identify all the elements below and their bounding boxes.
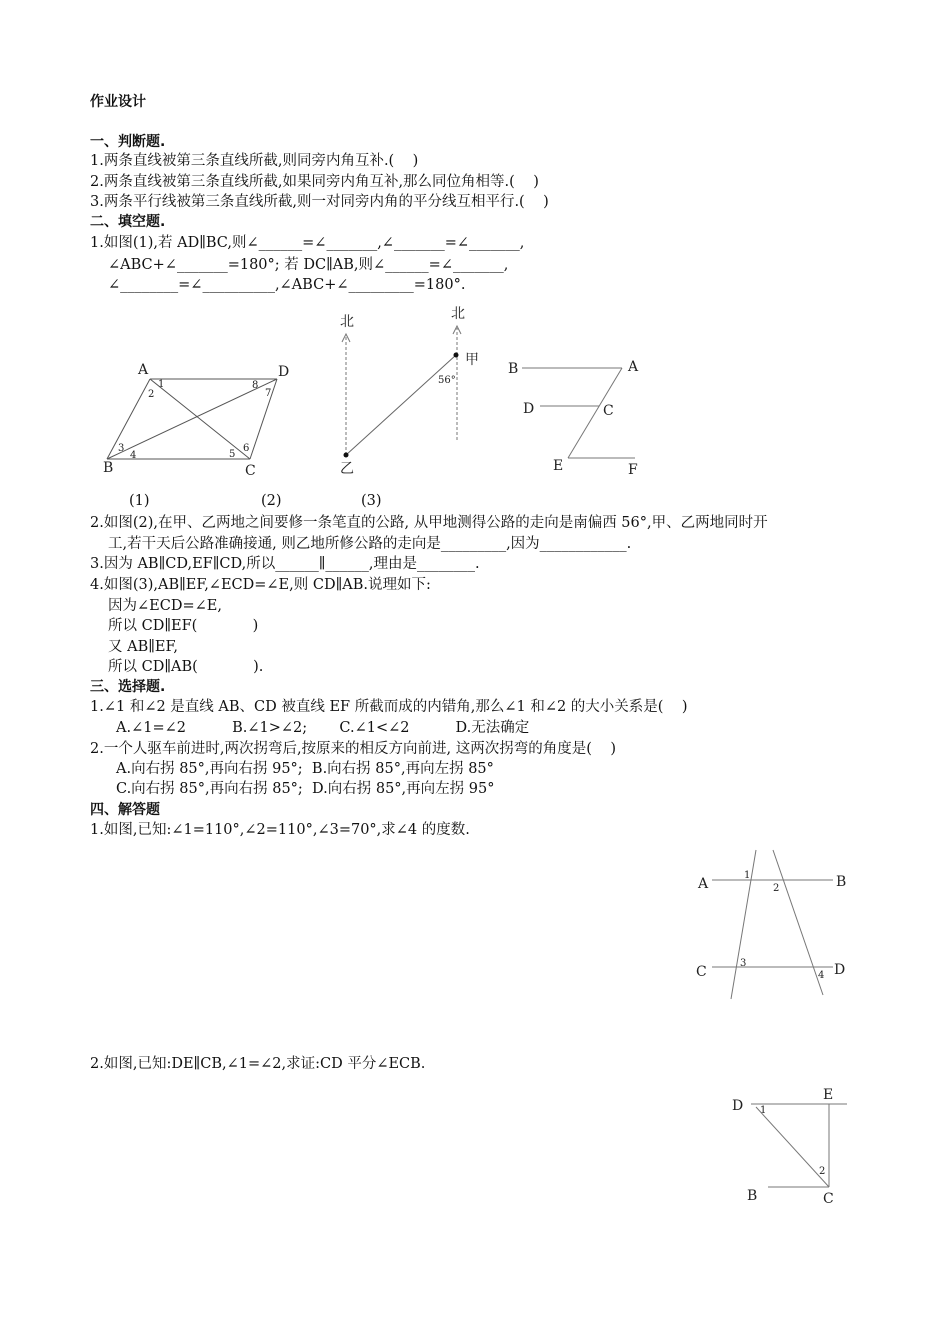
choice-q1: 1.∠1 和∠2 是直线 AB、CD 被直线 EF 所截而成的内错角,那么∠1 和∠2 的大小关系是( ) [90,699,688,715]
fill-q1-line1: 1.如图(1),若 AD∥BC,则∠______=∠_______,∠_______=∠_______, [90,235,525,251]
fig1-angle-5: 5 [229,449,236,460]
fig4-label-b: B [836,874,847,890]
transversal-right [773,850,823,995]
fig2-label-jia: 甲 [465,352,479,368]
fig5-label-d: D [732,1098,744,1114]
fill-q4-line5: 所以 CD∥AB( ). [108,659,264,675]
fig4-angle-3: 3 [740,958,747,969]
figure-caption-1: (1) [129,493,150,509]
fig5-angle-1: 1 [760,1105,767,1116]
answer-q2: 2.如图,已知:DE∥CB,∠1=∠2,求证:CD 平分∠ECB. [90,1056,426,1072]
figure-caption-3: (3) [361,493,382,509]
fig1-angle-1: 1 [158,379,165,390]
fig1-angle-7: 7 [265,388,272,399]
fig1-label-a: A [138,362,149,378]
fill-q2-line1: 2.如图(2),在甲、乙两地之间要修一条笔直的公路, 从甲地测得公路的走向是南偏西 56°,甲、乙两地同时开 [90,515,768,531]
line-ae [568,368,622,458]
choice-q2: 2.一个人驱车前进时,两次拐弯后,按原来的相反方向前进, 这两次拐弯的角度是( ) [90,741,617,757]
fig5-label-e: E [823,1087,834,1103]
fig1-angle-4: 4 [130,450,137,461]
fig4-label-c: C [696,964,707,980]
judge-question-1: 1.两条直线被第三条直线所截,则同旁内角互补.( ) [90,153,419,169]
fill-q3: 3.因为 AB∥CD,EF∥CD,所以______∥______,理由是________. [90,556,480,572]
fill-q4-line2: 因为∠ECD=∠E, [108,598,222,614]
fill-q4-line1: 4.如图(3),AB∥EF,∠ECD=∠E,则 CD∥AB.说理如下: [90,577,431,593]
section-judge-heading: 一、判断题. [90,134,166,150]
choice-q1-options: A.∠1=∠2 B.∠1>∠2; C.∠1<∠2 D.无法确定 [116,720,530,736]
fig2-angle-56: 56° [438,375,456,386]
fig4-angle-4: 4 [818,970,825,981]
fig2-north-label-left: 北 [340,314,354,330]
fig1-label-b: B [103,460,114,476]
fig5-angle-2: 2 [819,1166,826,1177]
point-yi [344,453,349,458]
fig1-angle-2: 2 [148,389,155,400]
road-segment [346,355,456,455]
fig5-label-c: C [823,1191,834,1207]
fig4-angle-2: 2 [773,883,780,894]
figure-1-parallelogram [95,355,295,480]
answer-q1: 1.如图,已知:∠1=110°,∠2=110°,∠3=70°,求∠4 的度数. [90,822,470,838]
fig3-label-a: A [628,359,639,375]
figure-2-direction [330,300,490,480]
fig2-north-label-right: 北 [451,306,465,322]
fig1-angle-3: 3 [118,443,125,454]
diagonal-ac [150,379,250,459]
fig1-label-c: C [245,463,256,479]
fill-q4-line3: 所以 CD∥EF( ) [108,618,259,634]
page-title: 作业设计 [90,94,146,110]
fig2-label-yi: 乙 [340,461,354,477]
fill-q1-line2: ∠ABC+∠_______=180°; 若 DC∥AB,则∠______=∠_______, [108,257,509,273]
section-answer-heading: 四、解答题 [90,802,160,818]
figure-5-bisector [725,1080,855,1210]
segment-dc [250,379,277,459]
fig3-label-c: C [603,403,614,419]
fig3-label-e: E [553,458,564,474]
point-jia [454,353,459,358]
fig4-label-d: D [834,962,846,978]
choice-q2-options-ab: A.向右拐 85°,再向右拐 95°; B.向右拐 85°,再向左拐 85° [116,761,494,777]
fig3-label-f: F [628,462,638,478]
choice-q2-options-cd: C.向右拐 85°,再向右拐 85°; D.向右拐 85°,再向左拐 95° [116,781,495,797]
fill-q4-line4: 又 AB∥EF, [108,639,178,655]
fig4-label-a: A [698,876,709,892]
segment-ab [107,379,150,459]
judge-question-3: 3.两条平行线被第三条直线所截,则一对同旁内角的平分线互相平行.( ) [90,194,549,210]
figure-4-parallel-lines [690,840,860,1010]
fill-q2-line2: 工,若干天后公路准确接通, 则乙地所修公路的走向是_________,因为____________. [108,536,632,552]
section-fill-heading: 二、填空题. [90,214,166,230]
diagonal-bd [107,379,277,459]
judge-question-2: 2.两条直线被第三条直线所截,如果同旁内角互补,那么同位角相等.( ) [90,174,539,190]
fill-q1-line3: ∠________=∠__________,∠ABC+∠_________=180°. [108,277,466,293]
section-choice-heading: 三、选择题. [90,679,166,695]
fig1-label-d: D [278,364,290,380]
figure-3-z-shape [500,355,650,480]
figure-caption-2: (2) [261,493,282,509]
fig1-angle-6: 6 [243,443,250,454]
fig3-label-b: B [508,361,519,377]
fig3-label-d: D [523,401,535,417]
fig4-angle-1: 1 [744,870,751,881]
fig1-angle-8: 8 [252,380,259,391]
fig5-label-b: B [747,1188,758,1204]
